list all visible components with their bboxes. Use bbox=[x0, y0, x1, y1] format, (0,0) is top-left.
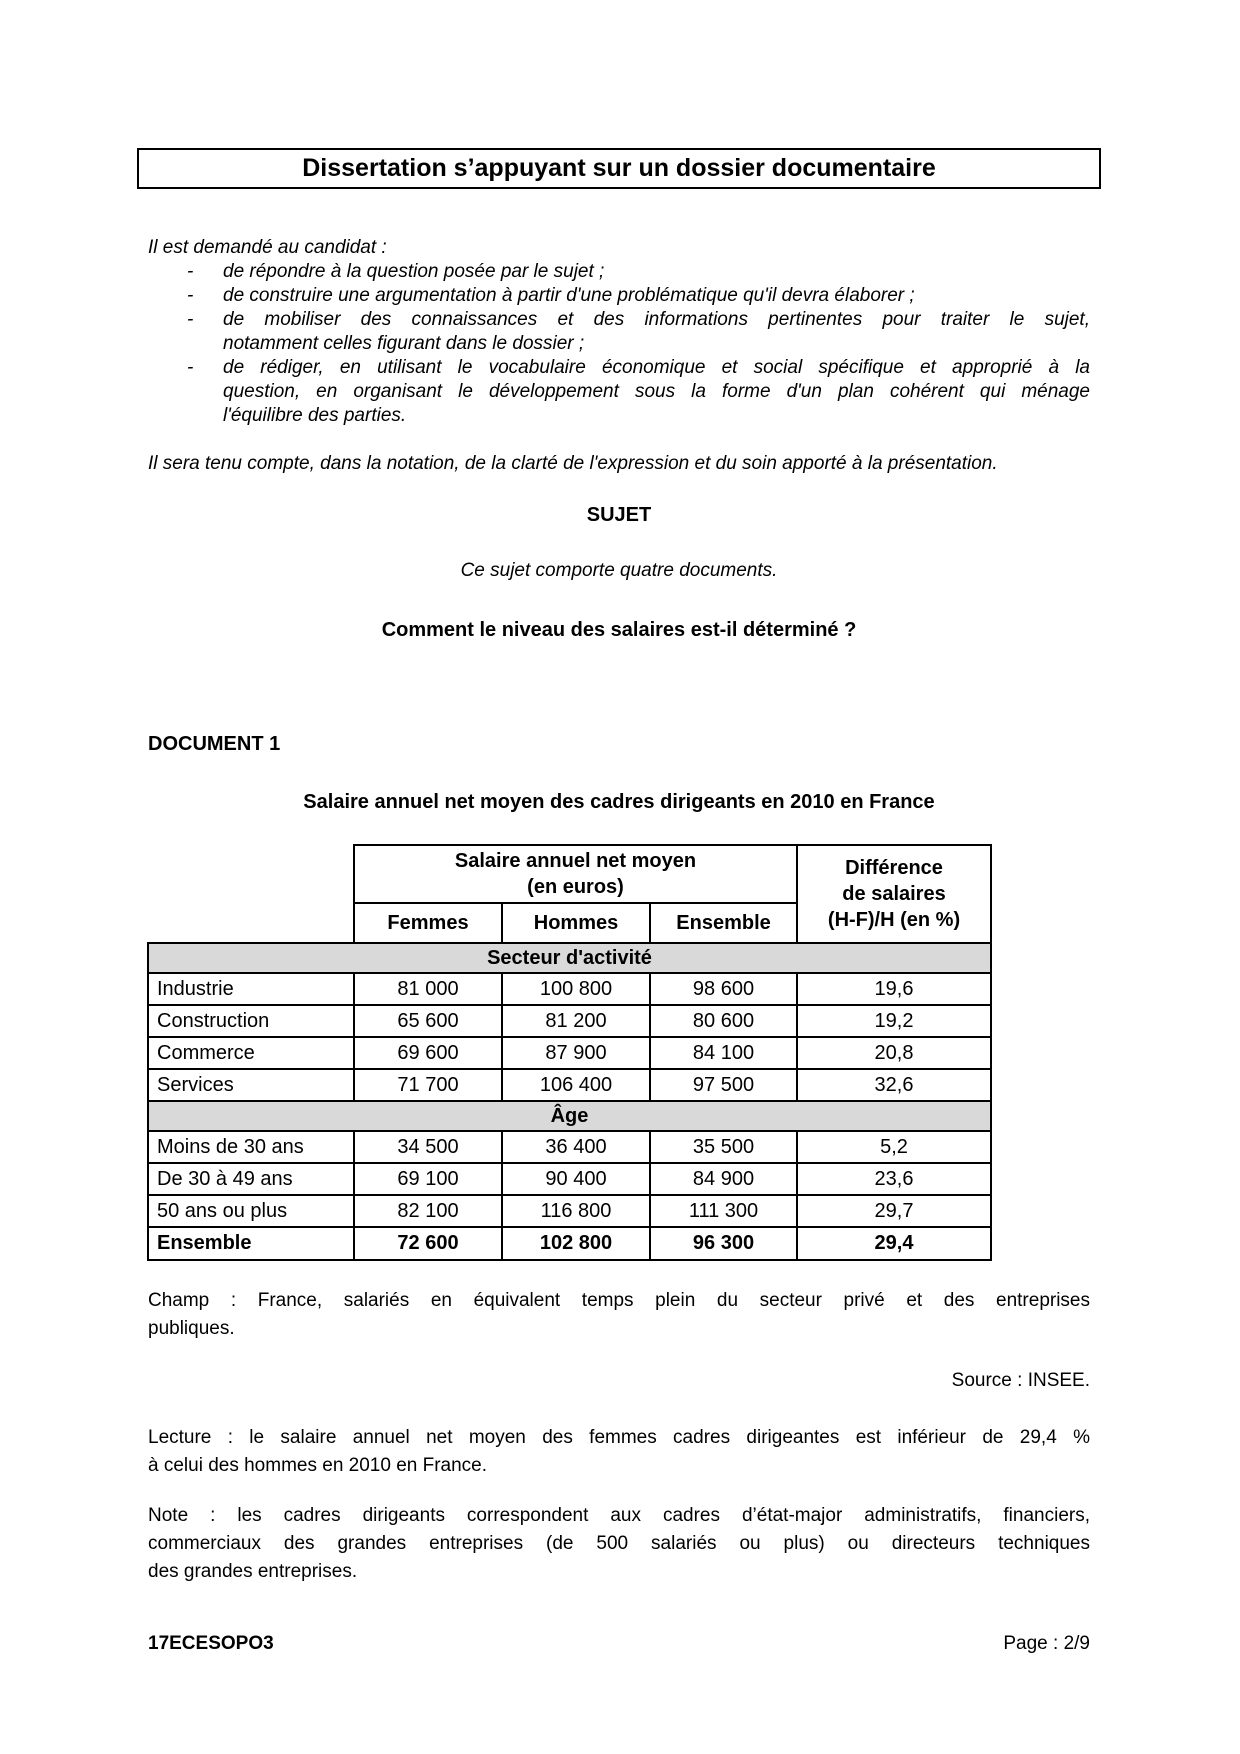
grading-notice: Il sera tenu compte, dans la notation, de la clarté de l'expression et du soin apporté à la présentation. bbox=[148, 453, 998, 474]
instruction-item bbox=[148, 260, 1090, 284]
instruction-line: notamment celles figurant dans le dossier ; bbox=[223, 333, 585, 354]
bullet-dash: - bbox=[187, 261, 194, 282]
diff-header-line: de salaires bbox=[842, 883, 946, 905]
cell-diff: 19,6 bbox=[797, 973, 991, 1005]
diff-header-cell bbox=[797, 845, 991, 943]
empty-corner-cell bbox=[148, 845, 354, 943]
cell-diff: 19,2 bbox=[797, 1005, 991, 1037]
salary-table bbox=[147, 844, 992, 1261]
definition-note bbox=[148, 1502, 1090, 1586]
diff-header-line: (H-F)/H (en %) bbox=[827, 909, 961, 931]
group-header-line: Salaire annuel net moyen bbox=[454, 850, 697, 872]
cell-hommes: 81 200 bbox=[502, 1005, 650, 1037]
cell-hommes: 36 400 bbox=[502, 1131, 650, 1163]
cell-femmes: 69 100 bbox=[354, 1163, 502, 1195]
row-label: Construction bbox=[148, 1005, 354, 1037]
table-row bbox=[148, 1037, 991, 1069]
page-number: Page : 2/9 bbox=[1003, 1633, 1090, 1654]
cell-diff: 29,7 bbox=[797, 1195, 991, 1227]
sujet-heading: SUJET bbox=[586, 504, 652, 526]
group-header-line: (en euros) bbox=[527, 876, 624, 898]
instruction-line: question, en organisant le développement sous la forme d'un plan cohérent qui ménage bbox=[223, 381, 1090, 402]
cell-hommes: 102 800 bbox=[502, 1227, 650, 1260]
cell-femmes: 71 700 bbox=[354, 1069, 502, 1101]
lecture-note bbox=[148, 1424, 1090, 1480]
table-row bbox=[148, 1195, 991, 1227]
cell-ensemble: 35 500 bbox=[650, 1131, 797, 1163]
cell-femmes: 69 600 bbox=[354, 1037, 502, 1069]
diff-header-line: Différence bbox=[845, 857, 943, 879]
cell-hommes: 87 900 bbox=[502, 1037, 650, 1069]
page-footer bbox=[148, 1632, 1090, 1656]
cell-diff: 32,6 bbox=[797, 1069, 991, 1101]
row-label: De 30 à 49 ans bbox=[148, 1163, 354, 1195]
section-band-row bbox=[148, 943, 991, 973]
table-row bbox=[148, 1163, 991, 1195]
cell-femmes: 72 600 bbox=[354, 1227, 502, 1260]
row-label: Ensemble bbox=[148, 1227, 354, 1260]
bullet-dash: - bbox=[187, 285, 194, 306]
cell-diff: 23,6 bbox=[797, 1163, 991, 1195]
source-note: Source : INSEE. bbox=[951, 1370, 1090, 1391]
cell-diff: 29,4 bbox=[797, 1227, 991, 1260]
lecture-line: à celui des hommes en 2010 en France. bbox=[148, 1455, 488, 1476]
champ-note bbox=[148, 1287, 1090, 1343]
cell-ensemble: 97 500 bbox=[650, 1069, 797, 1101]
section-band-row bbox=[148, 1101, 991, 1131]
title-box bbox=[137, 148, 1101, 189]
cell-hommes: 100 800 bbox=[502, 973, 650, 1005]
instruction-item bbox=[148, 356, 1090, 428]
table-row bbox=[148, 1005, 991, 1037]
page-title: Dissertation s’appuyant sur un dossier documentaire bbox=[302, 154, 936, 182]
row-label: Moins de 30 ans bbox=[148, 1131, 354, 1163]
cell-ensemble: 84 900 bbox=[650, 1163, 797, 1195]
cell-hommes: 106 400 bbox=[502, 1069, 650, 1101]
row-label: Commerce bbox=[148, 1037, 354, 1069]
cell-ensemble: 84 100 bbox=[650, 1037, 797, 1069]
cell-ensemble: 80 600 bbox=[650, 1005, 797, 1037]
document1-label: DOCUMENT 1 bbox=[148, 733, 281, 755]
cell-ensemble: 96 300 bbox=[650, 1227, 797, 1260]
instructions-block bbox=[148, 236, 1090, 428]
instruction-line: de mobiliser des connaissances et des informations pertinentes pour traiter le sujet, bbox=[223, 309, 1090, 330]
table-header-row bbox=[148, 845, 991, 903]
instruction-line: de rédiger, en utilisant le vocabulaire économique et social spécifique et approprié à la bbox=[223, 357, 1090, 378]
lecture-line: Lecture : le salaire annuel net moyen des femmes cadres dirigeantes est inférieur de 29,4 % bbox=[148, 1427, 1090, 1448]
note-line: des grandes entreprises. bbox=[148, 1561, 358, 1582]
champ-line: Champ : France, salariés en équivalent temps plein du secteur privé et des entreprises bbox=[148, 1290, 1090, 1311]
instruction-item bbox=[148, 308, 1090, 356]
cell-femmes: 81 000 bbox=[354, 973, 502, 1005]
cell-diff: 5,2 bbox=[797, 1131, 991, 1163]
column-header: Ensemble bbox=[650, 903, 797, 943]
table-row bbox=[148, 1069, 991, 1101]
row-label: Industrie bbox=[148, 973, 354, 1005]
exam-code: 17ECESOPO3 bbox=[148, 1633, 274, 1654]
group-header-cell bbox=[354, 845, 797, 903]
cell-femmes: 34 500 bbox=[354, 1131, 502, 1163]
instruction-line: de construire une argumentation à partir d'une problématique qu'il devra élaborer ; bbox=[223, 285, 915, 306]
champ-line: publiques. bbox=[148, 1318, 235, 1339]
cell-hommes: 116 800 bbox=[502, 1195, 650, 1227]
bullet-dash: - bbox=[187, 309, 194, 330]
cell-ensemble: 98 600 bbox=[650, 973, 797, 1005]
column-header: Hommes bbox=[502, 903, 650, 943]
cell-femmes: 65 600 bbox=[354, 1005, 502, 1037]
instruction-line: de répondre à la question posée par le sujet ; bbox=[223, 261, 605, 282]
instruction-line: l'équilibre des parties. bbox=[223, 405, 407, 426]
bullet-dash: - bbox=[187, 357, 194, 378]
cell-diff: 20,8 bbox=[797, 1037, 991, 1069]
cell-ensemble: 111 300 bbox=[650, 1195, 797, 1227]
table-row bbox=[148, 1131, 991, 1163]
table-total-row bbox=[148, 1227, 991, 1260]
table-title: Salaire annuel net moyen des cadres dirigeants en 2010 en France bbox=[303, 791, 935, 813]
row-label: Services bbox=[148, 1069, 354, 1101]
sujet-intro: Ce sujet comporte quatre documents. bbox=[460, 560, 778, 581]
table-row bbox=[148, 973, 991, 1005]
instruction-item bbox=[148, 284, 1090, 308]
section-band: Secteur d'activité bbox=[148, 943, 991, 973]
row-label: 50 ans ou plus bbox=[148, 1195, 354, 1227]
column-header: Femmes bbox=[354, 903, 502, 943]
instructions-intro: Il est demandé au candidat : bbox=[148, 237, 387, 258]
note-line: commerciaux des grandes entreprises (de 500 salariés ou plus) ou directeurs techniques bbox=[148, 1533, 1090, 1554]
note-line: Note : les cadres dirigeants correspondent aux cadres d’état-major administratifs, financiers, bbox=[148, 1505, 1090, 1526]
sujet-question: Comment le niveau des salaires est-il déterminé ? bbox=[381, 619, 857, 641]
cell-hommes: 90 400 bbox=[502, 1163, 650, 1195]
section-band: Âge bbox=[148, 1101, 991, 1131]
cell-femmes: 82 100 bbox=[354, 1195, 502, 1227]
